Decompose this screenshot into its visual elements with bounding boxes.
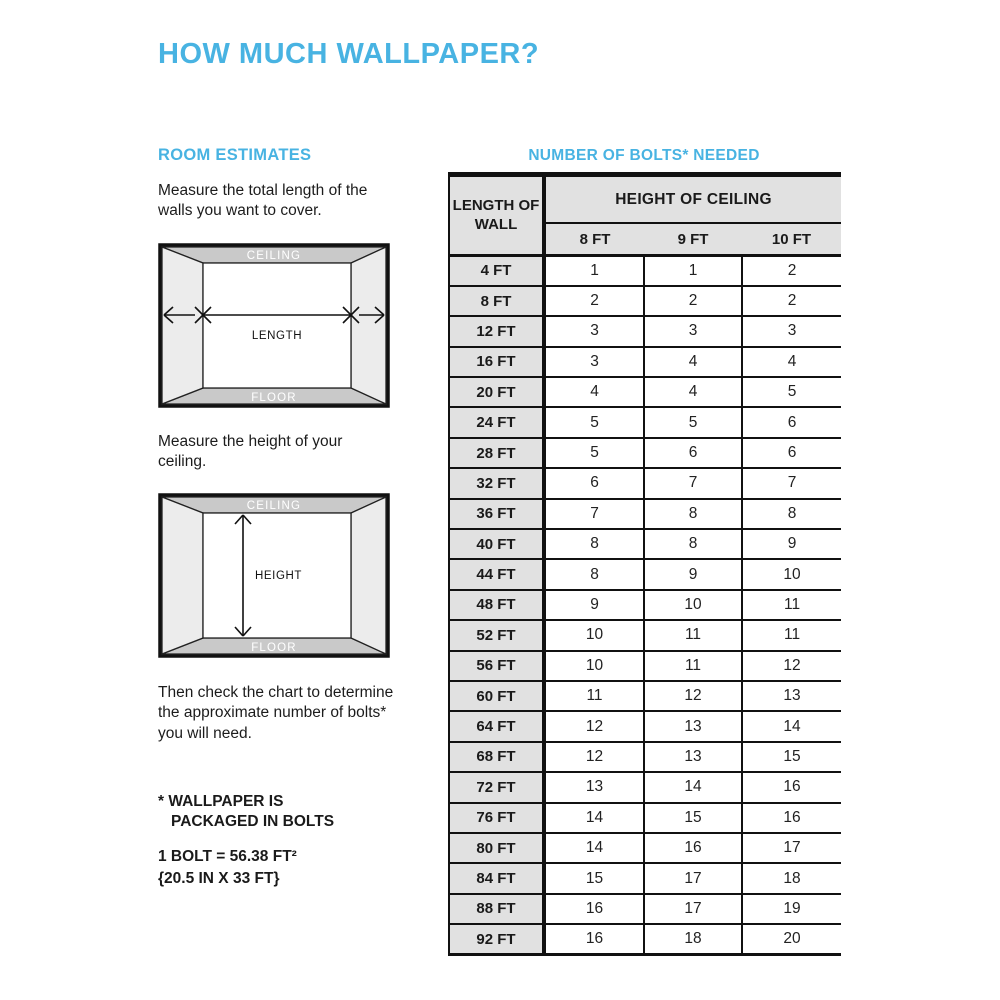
bolt-count-cell: 16 [644, 833, 742, 863]
bolt-count-cell: 1 [544, 256, 644, 286]
bolt-count-cell: 13 [544, 772, 644, 802]
bolt-count-cell: 15 [544, 863, 644, 893]
bolt-count-cell: 11 [644, 620, 742, 650]
bolt-count-cell: 2 [644, 286, 742, 316]
bolt-count-cell: 12 [742, 651, 841, 681]
wall-length-cell: 60 FT [449, 681, 544, 711]
instruction-measure-length: Measure the total length of the walls you want to cover. [158, 182, 368, 220]
bolt-count-cell: 1 [644, 256, 742, 286]
wall-length-cell: 4 FT [449, 256, 544, 286]
page-title: HOW MUCH WALLPAPER? [158, 38, 540, 70]
bolt-count-cell: 16 [544, 924, 644, 954]
floor-label: FLOOR [251, 642, 297, 654]
bolt-count-cell: 3 [544, 347, 644, 377]
bolt-count-cell: 5 [544, 407, 644, 437]
bolt-count-cell: 4 [644, 377, 742, 407]
bolt-count-cell: 10 [544, 620, 644, 650]
wall-length-cell: 32 FT [449, 468, 544, 498]
bolt-count-cell: 11 [544, 681, 644, 711]
bolt-table-body [449, 256, 841, 955]
wall-length-cell: 40 FT [449, 529, 544, 559]
table-row [449, 407, 841, 437]
bolt-count-cell: 8 [544, 559, 644, 589]
bolt-count-cell: 6 [742, 438, 841, 468]
room-estimates-heading: ROOM ESTIMATES [158, 146, 312, 164]
table-row [449, 924, 841, 954]
table-row [449, 803, 841, 833]
bolt-count-cell: 2 [742, 256, 841, 286]
bolt-area-line: 1 BOLT = 56.38 FT² [158, 848, 297, 865]
bolt-count-cell: 14 [544, 833, 644, 863]
room-height-diagram [158, 493, 390, 658]
table-row [449, 286, 841, 316]
table-row [449, 499, 841, 529]
bolt-count-cell: 16 [742, 772, 841, 802]
bolt-count-cell: 14 [742, 711, 841, 741]
bolt-count-cell: 8 [644, 499, 742, 529]
bolt-count-cell: 10 [742, 559, 841, 589]
bolt-count-cell: 7 [742, 468, 841, 498]
wall-length-cell: 12 FT [449, 316, 544, 346]
wall-length-cell: 48 FT [449, 590, 544, 620]
bolt-size-info [158, 846, 297, 889]
bolt-count-cell: 17 [644, 894, 742, 924]
bolt-count-cell: 6 [544, 468, 644, 498]
table-row [449, 711, 841, 741]
bolt-count-cell: 11 [742, 590, 841, 620]
wall-length-cell: 36 FT [449, 499, 544, 529]
table-row [449, 590, 841, 620]
bolt-count-cell: 15 [644, 803, 742, 833]
left-wall-panel [162, 247, 203, 404]
bolt-count-cell: 5 [742, 377, 841, 407]
bolt-count-cell: 11 [644, 651, 742, 681]
bolt-count-cell: 17 [742, 833, 841, 863]
table-row [449, 742, 841, 772]
bolt-count-cell: 4 [644, 347, 742, 377]
bolt-count-cell: 3 [644, 316, 742, 346]
bolt-count-cell: 16 [742, 803, 841, 833]
bolt-count-cell: 3 [544, 316, 644, 346]
bolt-count-cell: 9 [544, 590, 644, 620]
bolt-count-cell: 6 [644, 438, 742, 468]
bolt-count-cell: 2 [544, 286, 644, 316]
wall-length-cell: 8 FT [449, 286, 544, 316]
bolt-count-cell: 8 [544, 529, 644, 559]
left-wall-panel [162, 497, 203, 654]
table-row [449, 651, 841, 681]
wall-length-cell: 20 FT [449, 377, 544, 407]
wall-length-cell: 84 FT [449, 863, 544, 893]
table-row [449, 438, 841, 468]
ceiling-label: CEILING [246, 250, 302, 262]
table-row [449, 468, 841, 498]
bolt-count-cell: 13 [644, 711, 742, 741]
bolt-count-cell: 7 [644, 468, 742, 498]
bolt-count-cell: 19 [742, 894, 841, 924]
bolt-count-cell: 13 [644, 742, 742, 772]
wall-length-cell: 92 FT [449, 924, 544, 954]
floor-label: FLOOR [251, 392, 297, 404]
bolt-count-cell: 14 [644, 772, 742, 802]
room-length-diagram [158, 243, 390, 408]
bolt-count-cell: 11 [742, 620, 841, 650]
bolt-count-cell: 2 [742, 286, 841, 316]
bolt-count-cell: 8 [644, 529, 742, 559]
bolts-table [448, 172, 841, 956]
wall-length-cell: 76 FT [449, 803, 544, 833]
bolt-count-cell: 9 [742, 529, 841, 559]
table-row [449, 529, 841, 559]
right-wall-panel [351, 247, 386, 404]
table-row [449, 833, 841, 863]
length-label: LENGTH [251, 330, 303, 342]
wall-length-cell: 24 FT [449, 407, 544, 437]
bolt-count-cell: 7 [544, 499, 644, 529]
bolts-needed-heading: NUMBER OF BOLTS* NEEDED [528, 147, 760, 164]
wall-length-cell: 80 FT [449, 833, 544, 863]
table-row [449, 377, 841, 407]
ceiling-label: CEILING [246, 500, 302, 512]
wall-length-cell: 88 FT [449, 894, 544, 924]
bolt-count-cell: 4 [742, 347, 841, 377]
wall-length-cell: 72 FT [449, 772, 544, 802]
table-row [449, 559, 841, 589]
table-row [449, 681, 841, 711]
bolt-count-cell: 18 [644, 924, 742, 954]
bolt-count-cell: 12 [544, 742, 644, 772]
table-row [449, 894, 841, 924]
bolt-count-cell: 5 [644, 407, 742, 437]
bolt-count-cell: 14 [544, 803, 644, 833]
column-header-8ft: 8 FT [544, 223, 644, 256]
table-row [449, 347, 841, 377]
wall-length-cell: 16 FT [449, 347, 544, 377]
wall-length-cell: 28 FT [449, 438, 544, 468]
bolt-count-cell: 10 [544, 651, 644, 681]
bolt-count-cell: 12 [644, 681, 742, 711]
wall-length-cell: 68 FT [449, 742, 544, 772]
bolt-count-cell: 10 [644, 590, 742, 620]
wall-length-cell: 56 FT [449, 651, 544, 681]
wallpaper-footnote [158, 792, 334, 831]
bolt-count-cell: 13 [742, 681, 841, 711]
bolt-count-cell: 4 [544, 377, 644, 407]
height-label: HEIGHT [255, 570, 303, 582]
bolt-count-cell: 6 [742, 407, 841, 437]
right-wall-panel [351, 497, 386, 654]
bolt-count-cell: 20 [742, 924, 841, 954]
instruction-measure-height: Measure the height of your ceiling. [158, 433, 343, 471]
footnote-line1: * WALLPAPER IS [158, 793, 284, 810]
bolt-count-cell: 9 [644, 559, 742, 589]
column-header-10ft: 10 FT [742, 223, 841, 256]
footnote-line2: PACKAGED IN BOLTS [171, 812, 335, 830]
wall-length-cell: 52 FT [449, 620, 544, 650]
bolt-count-cell: 3 [742, 316, 841, 346]
bolt-count-cell: 5 [544, 438, 644, 468]
bolt-count-cell: 12 [544, 711, 644, 741]
length-of-wall-header: LENGTH OF WALL [449, 175, 544, 256]
bolt-count-cell: 18 [742, 863, 841, 893]
bolt-count-cell: 17 [644, 863, 742, 893]
instruction-check-chart: Then check the chart to determine the approximate number of bolts* you will need. [158, 684, 394, 742]
bolt-count-cell: 15 [742, 742, 841, 772]
height-of-ceiling-header: HEIGHT OF CEILING [544, 175, 841, 224]
table-row [449, 620, 841, 650]
back-wall-panel [203, 263, 351, 388]
wall-length-cell: 64 FT [449, 711, 544, 741]
bolt-dimensions-line: {20.5 IN X 33 FT} [158, 869, 280, 887]
table-row [449, 256, 841, 286]
table-row [449, 863, 841, 893]
bolt-count-cell: 8 [742, 499, 841, 529]
table-row [449, 316, 841, 346]
table-row [449, 772, 841, 802]
bolt-count-cell: 16 [544, 894, 644, 924]
wall-length-cell: 44 FT [449, 559, 544, 589]
column-header-9ft: 9 FT [644, 223, 742, 256]
